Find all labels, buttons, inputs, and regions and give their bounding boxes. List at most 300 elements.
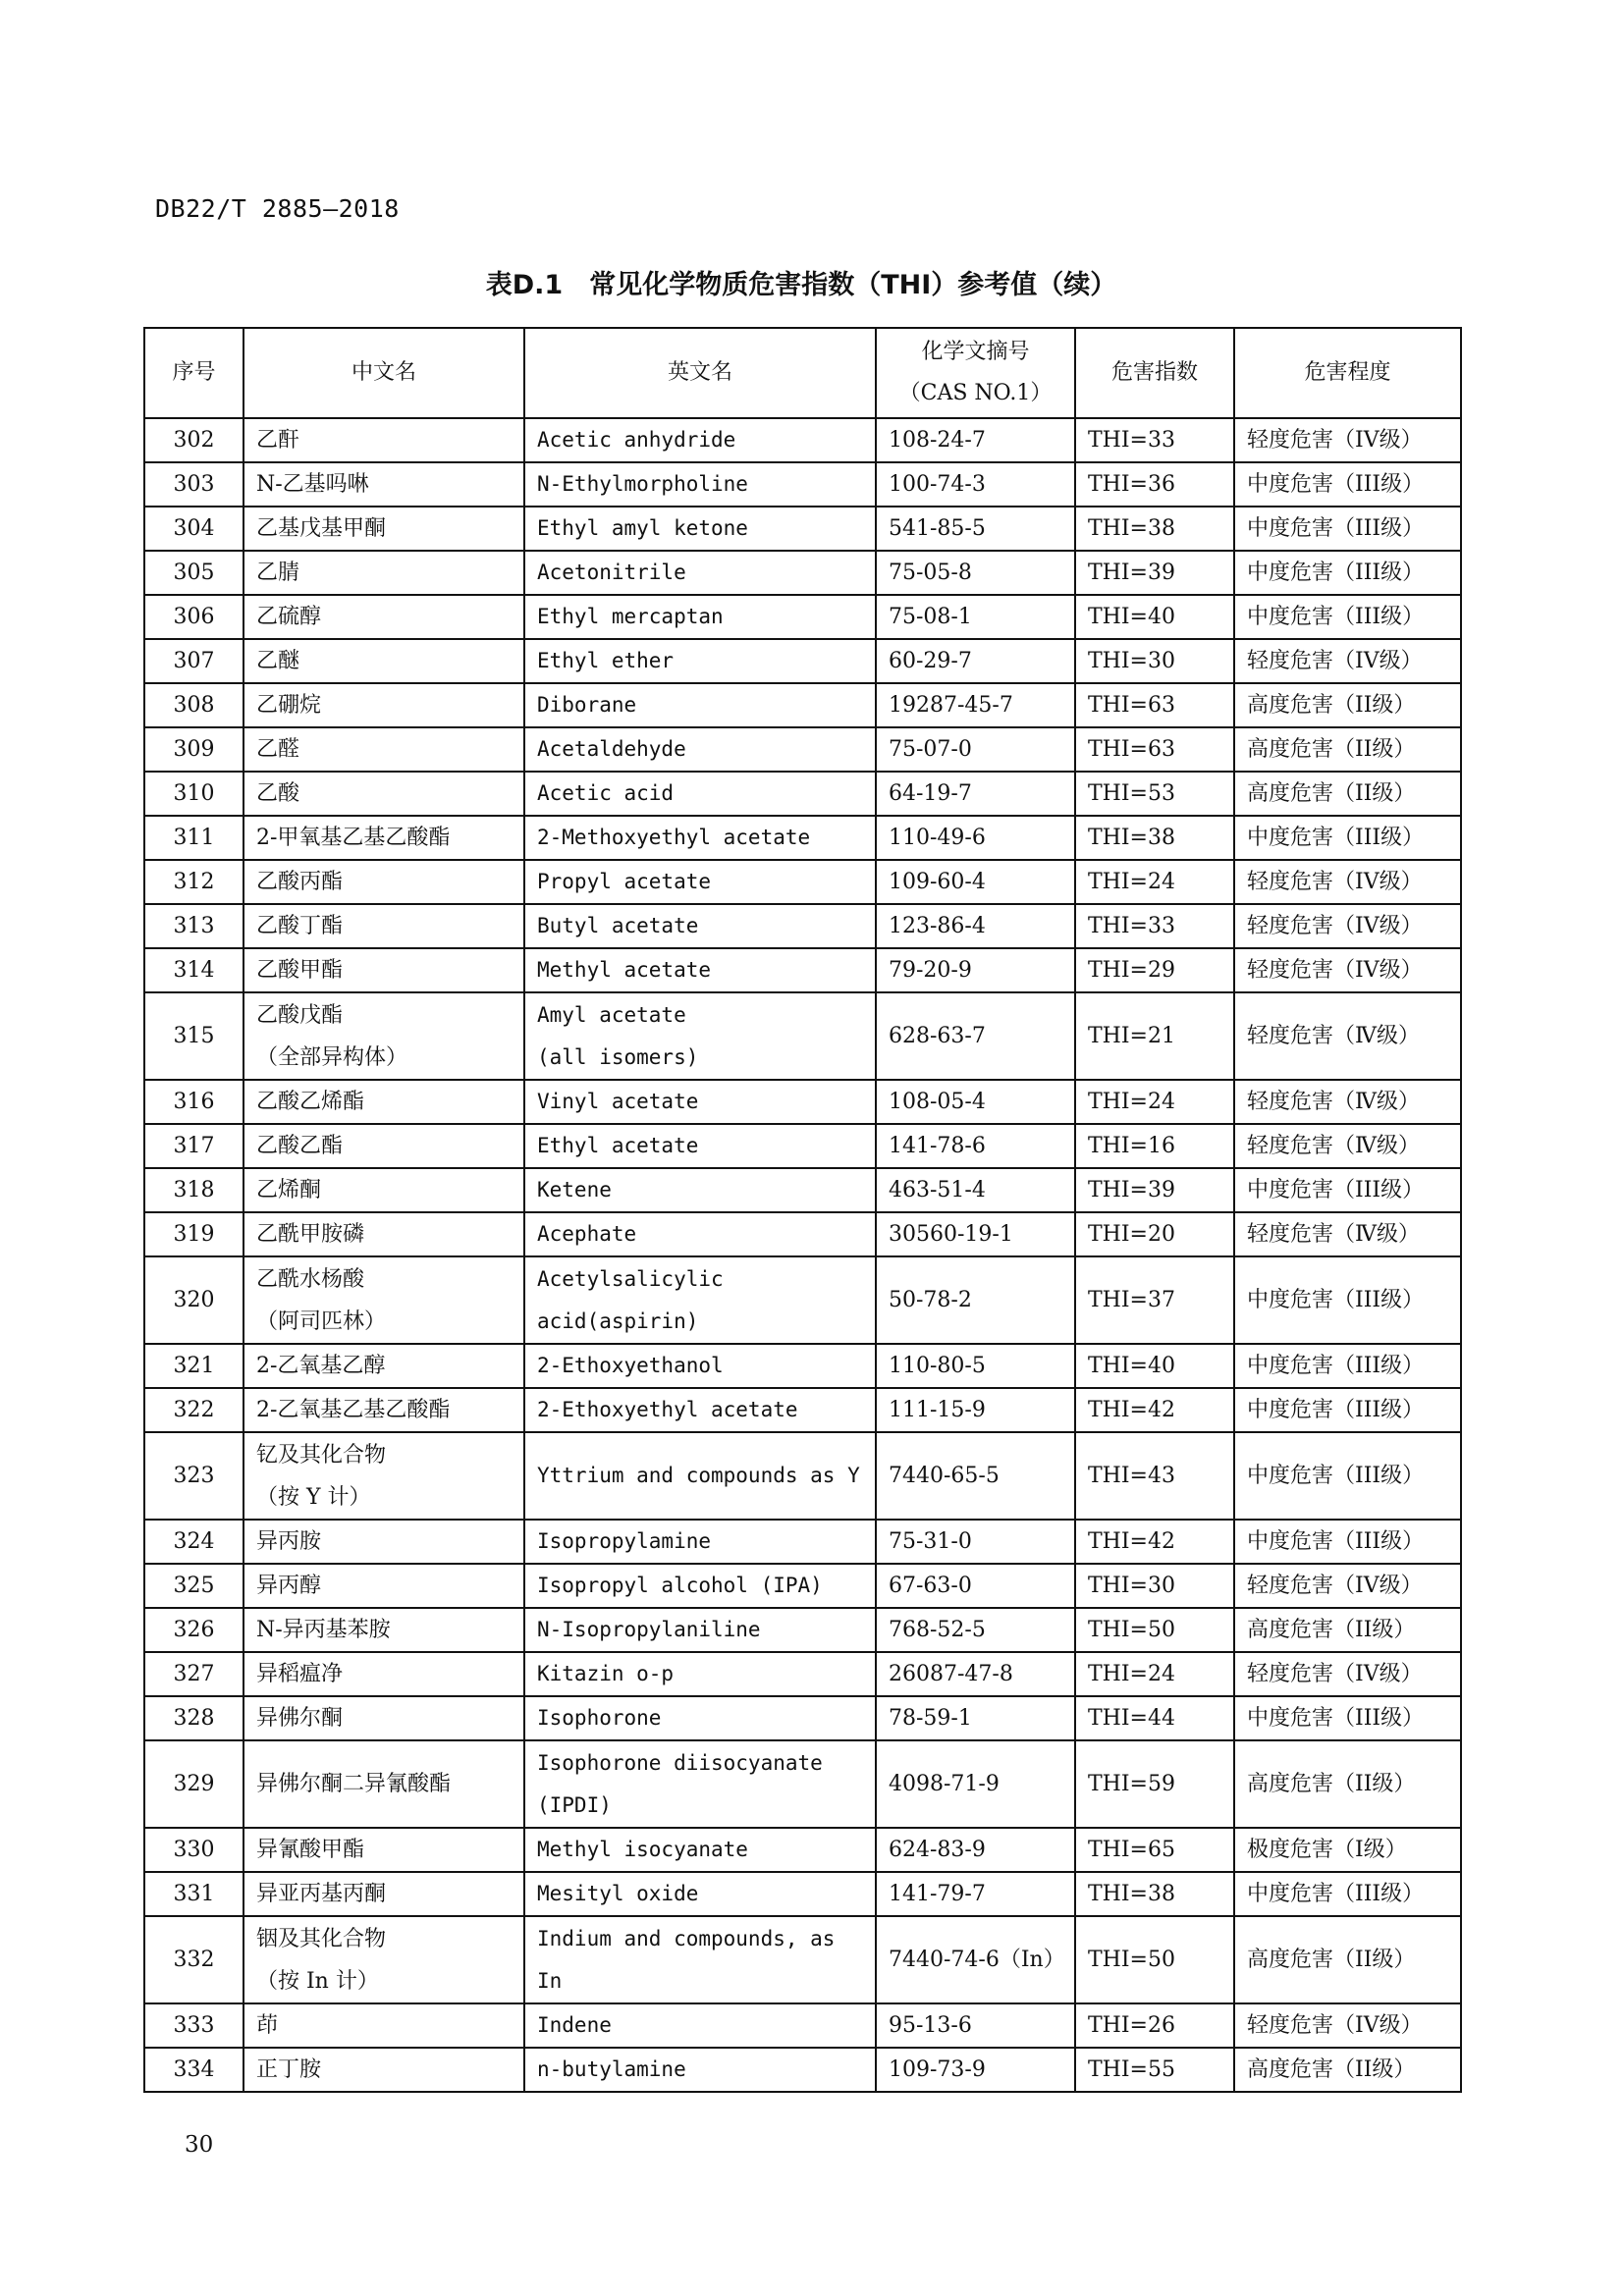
cell-chinese-name (243, 1828, 524, 1872)
cell-cas: 624-83-9 (876, 1828, 1075, 1872)
cell-chinese-name (243, 860, 524, 904)
cell-level: 轻度危害（Ⅳ级） (1234, 1212, 1461, 1256)
cell-thi: THI=26 (1075, 2003, 1234, 2048)
cell-english-name (524, 948, 876, 992)
table-body (144, 418, 1461, 2092)
cell-cas: 541-85-5 (876, 507, 1075, 551)
cell-cas: 19287-45-7 (876, 683, 1075, 727)
table-row (144, 683, 1461, 727)
cell-cas: 108-24-7 (876, 418, 1075, 462)
english-name-line: Methyl acetate (537, 958, 712, 982)
cell-no: 326 (144, 1608, 243, 1652)
chinese-name-line: 乙酸丙酯 (256, 870, 344, 894)
cell-level: 轻度危害（Ⅳ级） (1234, 1124, 1461, 1168)
cell-cas: 26087-47-8 (876, 1652, 1075, 1696)
cell-no: 332 (144, 1916, 243, 2003)
cell-chinese-name (243, 1916, 524, 2003)
cell-no: 305 (144, 551, 243, 595)
chinese-name-line: 乙酸 (256, 781, 300, 806)
english-name-line: Isophorone diisocyanate (537, 1750, 823, 1775)
cell-thi: THI=38 (1075, 816, 1234, 860)
cell-no: 330 (144, 1828, 243, 1872)
chinese-name-line: 乙腈 (256, 561, 300, 585)
chinese-name-line: 异丙胺 (256, 1529, 322, 1554)
cell-english-name (524, 2003, 876, 2048)
cell-english-name (524, 1608, 876, 1652)
cell-cas: 30560-19-1 (876, 1212, 1075, 1256)
cell-cas: 768-52-5 (876, 1608, 1075, 1652)
cell-level: 中度危害（III级） (1234, 1256, 1461, 1344)
english-name-line: Diborane (537, 693, 637, 717)
cell-thi: THI=38 (1075, 1872, 1234, 1916)
cell-cas: 123-86-4 (876, 904, 1075, 948)
table-row (144, 1168, 1461, 1212)
chinese-name-line: 乙醚 (256, 649, 300, 673)
english-name-line: Propyl acetate (537, 870, 712, 893)
cell-level: 轻度危害（IV级） (1234, 948, 1461, 992)
chinese-name-line: N-乙基吗啉 (256, 472, 369, 497)
english-name-line: Ethyl ether (537, 649, 675, 672)
cell-no: 320 (144, 1256, 243, 1344)
cell-level: 中度危害（III级） (1234, 1432, 1461, 1520)
cell-no: 321 (144, 1344, 243, 1388)
cell-thi: THI=55 (1075, 2048, 1234, 2092)
table-row (144, 1564, 1461, 1608)
english-name-line: Yttrium and compounds as Y (537, 1464, 860, 1487)
english-name-line: Mesityl oxide (537, 1882, 699, 1905)
chinese-name-line: 2-甲氧基乙基乙酸酯 (256, 826, 451, 850)
cell-no: 313 (144, 904, 243, 948)
cell-cas: 141-78-6 (876, 1124, 1075, 1168)
cell-english-name (524, 1168, 876, 1212)
cell-no: 306 (144, 595, 243, 639)
cell-cas: 75-05-8 (876, 551, 1075, 595)
table-row (144, 1652, 1461, 1696)
cell-thi: THI=53 (1075, 772, 1234, 816)
cell-level: 轻度危害（Ⅳ级） (1234, 1080, 1461, 1124)
cell-thi: THI=37 (1075, 1256, 1234, 1344)
english-name-line: Isopropylamine (537, 1529, 712, 1553)
cell-english-name (524, 816, 876, 860)
cell-level: 高度危害（II级） (1234, 2048, 1461, 2092)
cell-english-name (524, 551, 876, 595)
cell-cas: 4098-71-9 (876, 1740, 1075, 1828)
cell-thi: THI=24 (1075, 860, 1234, 904)
cell-english-name (524, 639, 876, 683)
table-row (144, 1212, 1461, 1256)
chinese-name-line: 乙酰水杨酸 (256, 1266, 365, 1292)
english-name-line: Ethyl amyl ketone (537, 516, 748, 540)
cell-thi: THI=65 (1075, 1828, 1234, 1872)
chinese-name-line: 乙酰甲胺磷 (256, 1222, 365, 1247)
cell-cas: 111-15-9 (876, 1388, 1075, 1432)
cell-level: 高度危害（II级） (1234, 727, 1461, 772)
cell-cas: 78-59-1 (876, 1696, 1075, 1740)
cell-chinese-name (243, 1520, 524, 1564)
chinese-name-line: 异氰酸甲酯 (256, 1838, 365, 1862)
english-name-line: N-Ethylmorpholine (537, 472, 748, 496)
table-row (144, 1432, 1461, 1520)
cell-english-name (524, 418, 876, 462)
cell-cas: 75-08-1 (876, 595, 1075, 639)
cell-chinese-name (243, 948, 524, 992)
cell-level: 中度危害（III级） (1234, 1344, 1461, 1388)
english-name-line: (IPDI) (537, 1792, 612, 1817)
cell-chinese-name (243, 2003, 524, 2048)
english-name-line: Acetonitrile (537, 561, 686, 584)
cell-thi: THI=24 (1075, 1652, 1234, 1696)
cell-thi: THI=30 (1075, 1564, 1234, 1608)
cell-english-name (524, 1124, 876, 1168)
cell-level: 中度危害（III级） (1234, 1696, 1461, 1740)
cell-no: 314 (144, 948, 243, 992)
cell-cas: 75-31-0 (876, 1520, 1075, 1564)
cell-english-name (524, 595, 876, 639)
cell-no: 325 (144, 1564, 243, 1608)
cell-thi: THI=29 (1075, 948, 1234, 992)
cell-no: 333 (144, 2003, 243, 2048)
cell-chinese-name (243, 639, 524, 683)
cell-chinese-name (243, 1344, 524, 1388)
chinese-name-line: 乙酸丁酯 (256, 914, 344, 938)
cell-level: 轻度危害（IV级） (1234, 639, 1461, 683)
cell-thi: THI=38 (1075, 507, 1234, 551)
cell-english-name (524, 1828, 876, 1872)
english-name-line: Kitazin o-p (537, 1662, 675, 1685)
cell-level: 轻度危害（IV级） (1234, 418, 1461, 462)
chinese-name-line: 异佛尔酮 (256, 1706, 344, 1731)
cell-english-name (524, 1696, 876, 1740)
english-name-line: Acetic acid (537, 781, 675, 805)
header-cas (876, 328, 1075, 418)
cell-no: 310 (144, 772, 243, 816)
cell-chinese-name (243, 1608, 524, 1652)
cell-chinese-name (243, 904, 524, 948)
cell-no: 334 (144, 2048, 243, 2092)
cell-thi: THI=36 (1075, 462, 1234, 507)
table-row (144, 992, 1461, 1080)
cell-cas: 141-79-7 (876, 1872, 1075, 1916)
chinese-name-line: 乙酸乙酯 (256, 1134, 344, 1158)
cell-cas: 60-29-7 (876, 639, 1075, 683)
table-row (144, 948, 1461, 992)
cell-thi: THI=59 (1075, 1740, 1234, 1828)
cell-level: 中度危害（III级） (1234, 1168, 1461, 1212)
english-name-line: Amyl acetate (537, 1002, 686, 1027)
cell-thi: THI=20 (1075, 1212, 1234, 1256)
cell-english-name (524, 1872, 876, 1916)
cell-level: 高度危害（II级） (1234, 683, 1461, 727)
cell-english-name (524, 1740, 876, 1828)
cell-thi: THI=50 (1075, 1608, 1234, 1652)
table-row (144, 551, 1461, 595)
cell-cas: 79-20-9 (876, 948, 1075, 992)
table-row (144, 462, 1461, 507)
cell-no: 329 (144, 1740, 243, 1828)
cell-no: 317 (144, 1124, 243, 1168)
english-name-line: Methyl isocyanate (537, 1838, 748, 1861)
cell-cas: 67-63-0 (876, 1564, 1075, 1608)
table-row (144, 2048, 1461, 2092)
cell-chinese-name (243, 1652, 524, 1696)
cell-cas: 50-78-2 (876, 1256, 1075, 1344)
cell-no: 318 (144, 1168, 243, 1212)
cell-level: 中度危害（III级） (1234, 1520, 1461, 1564)
cell-no: 319 (144, 1212, 243, 1256)
cell-thi: THI=33 (1075, 904, 1234, 948)
header-cas-line1: 化学文摘号 (921, 340, 1030, 364)
cell-level: 中度危害（III级） (1234, 1388, 1461, 1432)
chinese-name-line: 乙酸甲酯 (256, 958, 344, 983)
cell-no: 328 (144, 1696, 243, 1740)
cell-english-name (524, 2048, 876, 2092)
english-name-line: Ethyl acetate (537, 1134, 699, 1157)
header-english-name: 英文名 (524, 328, 876, 418)
cell-english-name (524, 727, 876, 772)
cell-level: 高度危害（II级） (1234, 1608, 1461, 1652)
cell-level: 中度危害（III级） (1234, 551, 1461, 595)
english-name-line: Vinyl acetate (537, 1090, 699, 1113)
cell-level: 中度危害（III级） (1234, 1872, 1461, 1916)
cell-thi: THI=39 (1075, 551, 1234, 595)
thi-reference-table (143, 327, 1462, 2093)
cell-english-name (524, 1916, 876, 2003)
cell-chinese-name (243, 1872, 524, 1916)
cell-thi: THI=24 (1075, 1080, 1234, 1124)
chinese-name-line: 2-乙氧基乙基乙酸酯 (256, 1398, 451, 1422)
cell-english-name (524, 1388, 876, 1432)
table-row (144, 1872, 1461, 1916)
cell-chinese-name (243, 2048, 524, 2092)
cell-level: 中度危害（III级） (1234, 816, 1461, 860)
english-name-line: 2-Ethoxyethanol (537, 1354, 724, 1377)
cell-chinese-name (243, 1080, 524, 1124)
cell-english-name (524, 1432, 876, 1520)
chinese-name-line: 乙酐 (256, 428, 300, 453)
cell-level: 高度危害（II级） (1234, 772, 1461, 816)
table-row (144, 1124, 1461, 1168)
table-header-row (144, 328, 1461, 418)
english-name-line: acid(aspirin) (537, 1308, 699, 1333)
english-name-line: Acetic anhydride (537, 428, 736, 452)
cell-chinese-name (243, 595, 524, 639)
english-name-line: Acetaldehyde (537, 737, 686, 761)
cell-english-name (524, 1520, 876, 1564)
cell-chinese-name (243, 1740, 524, 1828)
cell-thi: THI=39 (1075, 1168, 1234, 1212)
cell-cas: 100-74-3 (876, 462, 1075, 507)
chinese-name-line: 茚 (256, 2013, 279, 2038)
cell-english-name (524, 904, 876, 948)
table-row (144, 1828, 1461, 1872)
chinese-name-line: 乙烯酮 (256, 1178, 322, 1202)
cell-level: 轻度危害（IV级） (1234, 904, 1461, 948)
cell-no: 307 (144, 639, 243, 683)
english-name-line: Isopropyl alcohol (IPA) (537, 1574, 823, 1597)
chinese-name-line: 异稻瘟净 (256, 1662, 344, 1686)
cell-thi: THI=44 (1075, 1696, 1234, 1740)
cell-level: 高度危害（II级） (1234, 1740, 1461, 1828)
table-row (144, 639, 1461, 683)
cell-thi: THI=21 (1075, 992, 1234, 1080)
cell-no: 322 (144, 1388, 243, 1432)
cell-cas: 110-80-5 (876, 1344, 1075, 1388)
cell-english-name (524, 1344, 876, 1388)
cell-thi: THI=63 (1075, 683, 1234, 727)
table-row (144, 418, 1461, 462)
cell-english-name (524, 1080, 876, 1124)
cell-english-name (524, 860, 876, 904)
cell-thi: THI=40 (1075, 1344, 1234, 1388)
cell-cas: 109-73-9 (876, 2048, 1075, 2092)
cell-level: 高度危害（II级） (1234, 1916, 1461, 2003)
header-thi: 危害指数 (1075, 328, 1234, 418)
document-code: DB22/T 2885—2018 (155, 194, 400, 223)
chinese-name-line: 正丁胺 (256, 2057, 322, 2082)
cell-chinese-name (243, 418, 524, 462)
table-row (144, 816, 1461, 860)
cell-chinese-name (243, 1432, 524, 1520)
cell-cas: 64-19-7 (876, 772, 1075, 816)
table-row (144, 507, 1461, 551)
english-name-line: Indium and compounds, as In (537, 1926, 836, 1993)
table-row (144, 904, 1461, 948)
cell-cas: 7440-74-6（In） (876, 1916, 1075, 2003)
cell-cas: 108-05-4 (876, 1080, 1075, 1124)
cell-thi: THI=16 (1075, 1124, 1234, 1168)
cell-chinese-name (243, 992, 524, 1080)
header-level: 危害程度 (1234, 328, 1461, 418)
table-row (144, 2003, 1461, 2048)
cell-cas: 95-13-6 (876, 2003, 1075, 2048)
table-row (144, 1256, 1461, 1344)
english-name-line: N-Isopropylaniline (537, 1618, 761, 1641)
cell-level: 中度危害（III级） (1234, 595, 1461, 639)
cell-level: 轻度危害（Ⅳ级） (1234, 992, 1461, 1080)
english-name-line: Ketene (537, 1178, 612, 1201)
cell-chinese-name (243, 551, 524, 595)
chinese-name-line: 乙硼烷 (256, 693, 322, 718)
cell-chinese-name (243, 1388, 524, 1432)
cell-cas: 7440-65-5 (876, 1432, 1075, 1520)
cell-no: 316 (144, 1080, 243, 1124)
cell-level: 中度危害（III级） (1234, 507, 1461, 551)
cell-thi: THI=63 (1075, 727, 1234, 772)
chinese-name-line: 乙酸戊酯 (256, 1002, 344, 1028)
cell-chinese-name (243, 1124, 524, 1168)
cell-no: 308 (144, 683, 243, 727)
cell-thi: THI=42 (1075, 1520, 1234, 1564)
cell-chinese-name (243, 1564, 524, 1608)
cell-no: 312 (144, 860, 243, 904)
cell-level: 轻度危害（IV级） (1234, 1564, 1461, 1608)
cell-no: 323 (144, 1432, 243, 1520)
chinese-name-line: （按 In 计） (256, 1968, 379, 1994)
header-no: 序号 (144, 328, 243, 418)
cell-thi: THI=43 (1075, 1432, 1234, 1520)
cell-no: 309 (144, 727, 243, 772)
english-name-line: 2-Ethoxyethyl acetate (537, 1398, 798, 1421)
cell-english-name (524, 462, 876, 507)
chinese-name-line: N-异丙基苯胺 (256, 1618, 391, 1642)
chinese-name-line: 异丙醇 (256, 1574, 322, 1598)
table-row (144, 1080, 1461, 1124)
cell-chinese-name (243, 727, 524, 772)
chinese-name-line: 铟及其化合物 (256, 1926, 387, 1951)
cell-chinese-name (243, 683, 524, 727)
cell-thi: THI=33 (1075, 418, 1234, 462)
english-name-line: (all isomers) (537, 1044, 699, 1069)
cell-cas: 109-60-4 (876, 860, 1075, 904)
cell-chinese-name (243, 462, 524, 507)
chinese-name-line: 2-乙氧基乙醇 (256, 1354, 386, 1378)
cell-no: 304 (144, 507, 243, 551)
cell-level: 中度危害（III级） (1234, 462, 1461, 507)
cell-cas: 110-49-6 (876, 816, 1075, 860)
header-cas-line2: （CAS NO.1） (898, 381, 1053, 405)
cell-english-name (524, 992, 876, 1080)
english-name-line: Butyl acetate (537, 914, 699, 937)
table-row (144, 1520, 1461, 1564)
table-row (144, 1740, 1461, 1828)
cell-no: 311 (144, 816, 243, 860)
english-name-line: Isophorone (537, 1706, 662, 1730)
english-name-line: Acephate (537, 1222, 637, 1246)
cell-no: 315 (144, 992, 243, 1080)
cell-chinese-name (243, 507, 524, 551)
cell-english-name (524, 772, 876, 816)
cell-level: 轻度危害（IV级） (1234, 2003, 1461, 2048)
table-row (144, 1696, 1461, 1740)
cell-chinese-name (243, 772, 524, 816)
chinese-name-line: 乙酸乙烯酯 (256, 1090, 365, 1114)
cell-chinese-name (243, 1168, 524, 1212)
cell-chinese-name (243, 1256, 524, 1344)
cell-thi: THI=30 (1075, 639, 1234, 683)
cell-chinese-name (243, 1696, 524, 1740)
table-row (144, 1388, 1461, 1432)
header-chinese-name: 中文名 (243, 328, 524, 418)
english-name-line: Acetylsalicylic (537, 1266, 724, 1291)
cell-thi: THI=50 (1075, 1916, 1234, 2003)
cell-english-name (524, 683, 876, 727)
cell-english-name (524, 507, 876, 551)
chinese-name-line: （全部异构体） (256, 1044, 408, 1070)
chinese-name-line: 乙基戊基甲酮 (256, 516, 387, 541)
page-number: 30 (185, 2132, 214, 2158)
cell-no: 303 (144, 462, 243, 507)
cell-no: 302 (144, 418, 243, 462)
table-row (144, 727, 1461, 772)
cell-chinese-name (243, 816, 524, 860)
cell-english-name (524, 1212, 876, 1256)
cell-thi: THI=40 (1075, 595, 1234, 639)
cell-english-name (524, 1256, 876, 1344)
chinese-name-line: 异亚丙基丙酮 (256, 1882, 387, 1906)
table-row (144, 1608, 1461, 1652)
cell-english-name (524, 1564, 876, 1608)
cell-thi: THI=42 (1075, 1388, 1234, 1432)
cell-cas: 75-07-0 (876, 727, 1075, 772)
table-row (144, 1344, 1461, 1388)
chinese-name-line: 异佛尔酮二异氰酸酯 (256, 1772, 452, 1796)
table-row (144, 595, 1461, 639)
cell-cas: 463-51-4 (876, 1168, 1075, 1212)
cell-level: 轻度危害（IV级） (1234, 1652, 1461, 1696)
chinese-name-line: 钇及其化合物 (256, 1442, 387, 1468)
cell-chinese-name (243, 1212, 524, 1256)
cell-no: 327 (144, 1652, 243, 1696)
